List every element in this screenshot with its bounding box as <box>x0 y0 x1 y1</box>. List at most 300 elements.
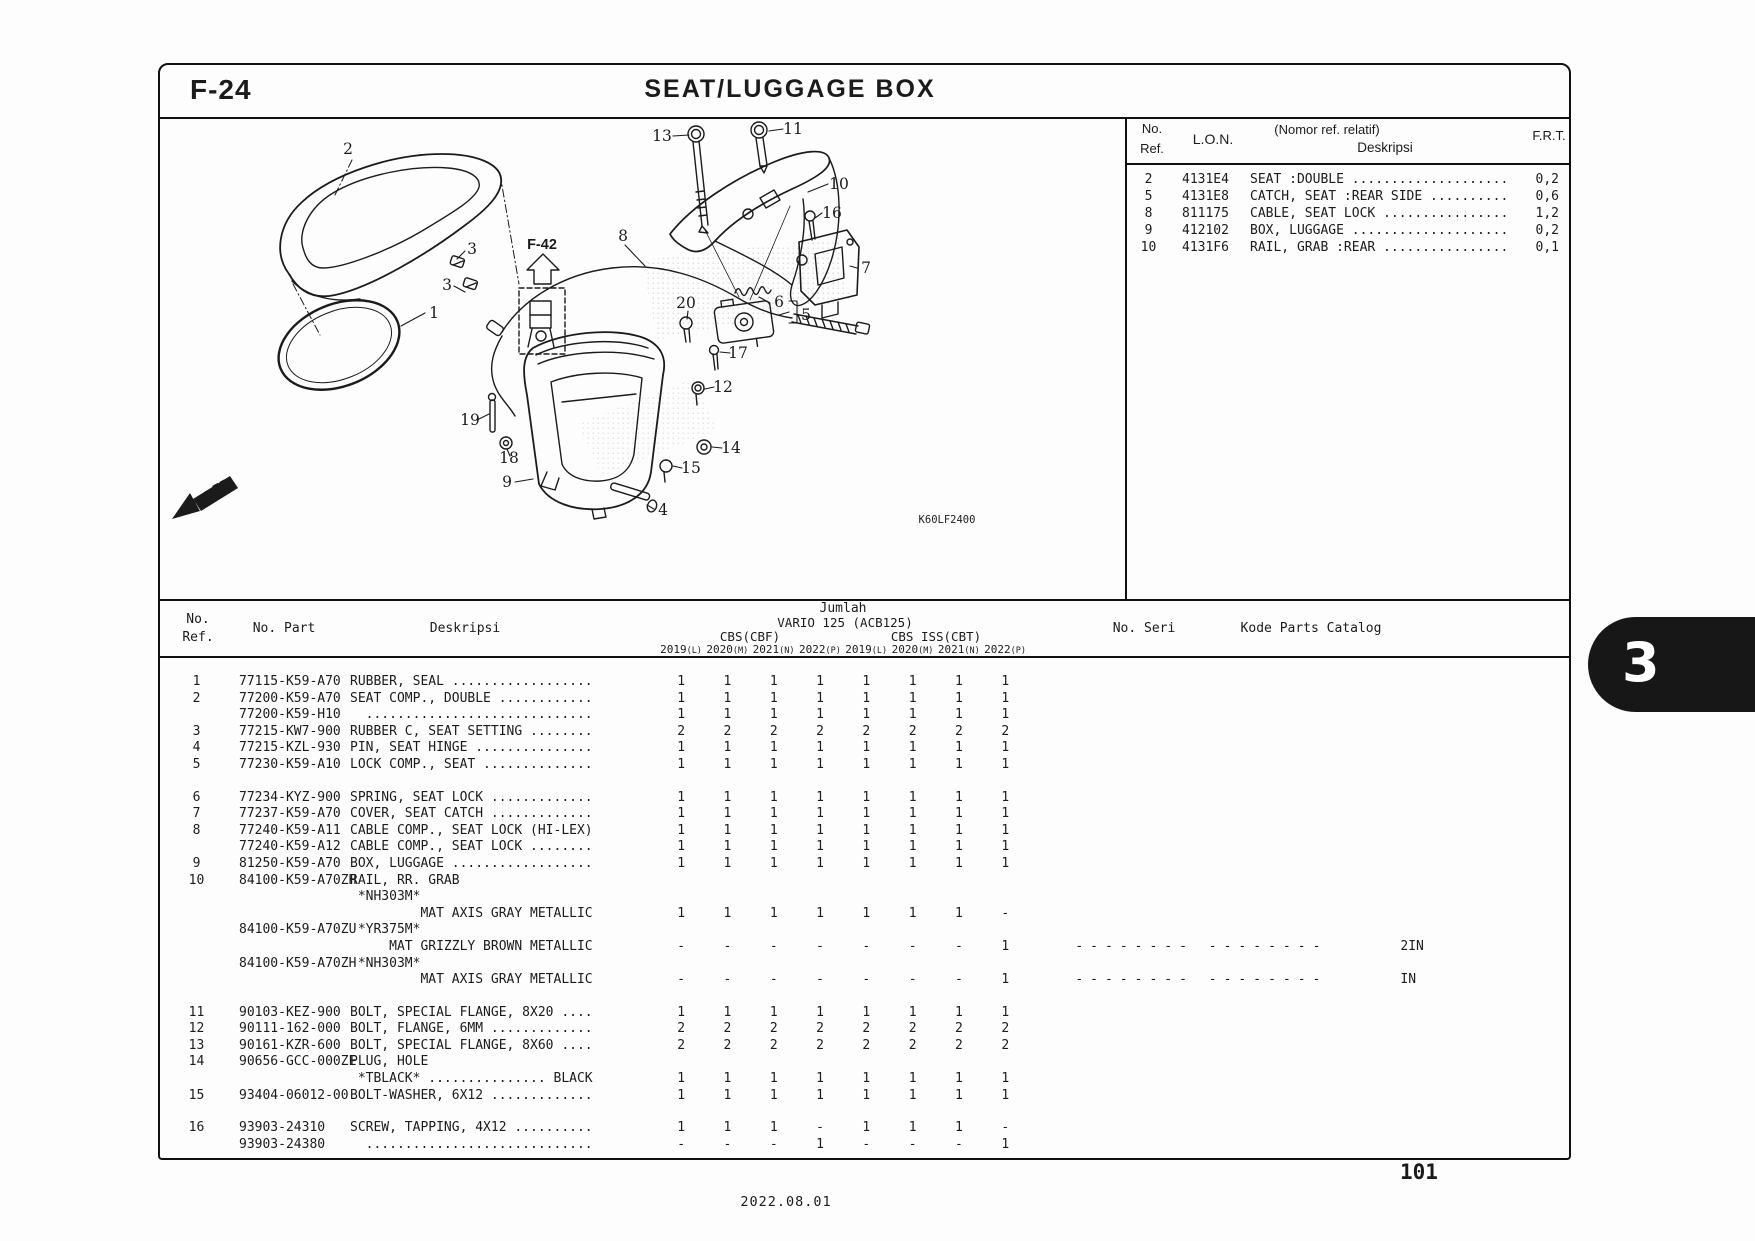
col-no-seri: No. Seri <box>1112 621 1176 636</box>
kode-value <box>1374 1137 1564 1154</box>
qty-value: 1 <box>862 789 871 805</box>
qty-value <box>936 1054 982 1071</box>
part-number: 81250-K59-A70 <box>239 855 341 871</box>
description: PIN, SEAT HINGE ............... <box>350 740 593 756</box>
ref-no <box>168 922 225 939</box>
qty-value <box>889 873 935 890</box>
col-deskripsi: Deskripsi <box>1357 140 1413 155</box>
qty-value: 2 <box>769 1037 778 1053</box>
qty-value <box>936 889 982 906</box>
part-number: 77240-K59-A11 <box>239 822 341 838</box>
kode-value <box>1374 1038 1564 1055</box>
ref-table-row <box>1127 171 1571 188</box>
serial-value <box>1028 806 1374 823</box>
qty-value <box>982 889 1028 906</box>
qty-value: 1 <box>723 740 732 756</box>
qty-value: 1 <box>862 674 871 689</box>
parts-table-row <box>160 1137 1569 1154</box>
qty-value: 1 <box>955 839 963 855</box>
part-number: 77200-K59-A70 <box>239 690 341 706</box>
part-number: 90103-KEZ-900 <box>239 1004 341 1020</box>
qty-value: - <box>908 1136 917 1152</box>
qty-value: 1 <box>677 839 686 855</box>
qty-value: 2 <box>908 1021 917 1037</box>
qty-value: 1 <box>816 806 824 822</box>
qty-value: - <box>1001 905 1010 921</box>
ref-no: 14 <box>188 1054 205 1070</box>
qty-value <box>751 873 797 890</box>
parts-table-row <box>160 873 1569 890</box>
qty-value: 1 <box>769 740 778 756</box>
qty-value: 1 <box>769 839 778 855</box>
qty-value <box>658 889 704 906</box>
part-ref-number: 19 <box>460 411 480 429</box>
serial-value <box>1028 856 1374 873</box>
col-year <box>892 642 934 657</box>
part-ref-number: 2 <box>343 140 353 158</box>
qty-value: 1 <box>677 789 686 805</box>
qty-value: - <box>955 938 963 954</box>
parts-table-row <box>160 906 1569 923</box>
qty-value: 1 <box>908 1120 917 1136</box>
serial-value <box>1028 1054 1374 1071</box>
ref-no <box>168 889 225 906</box>
ref-table-row <box>1127 239 1571 256</box>
part-ref-number: 18 <box>499 449 519 467</box>
ref-no: 1 <box>192 674 201 689</box>
year-value: 2021 <box>752 643 780 656</box>
qty-value: 2 <box>1001 723 1010 739</box>
qty-value: 1 <box>955 674 963 689</box>
part-number: 77215-KW7-900 <box>239 723 341 739</box>
part-number: 77115-K59-A70 <box>239 674 341 689</box>
description: RUBBER, SEAL .................. <box>350 674 593 689</box>
qty-value <box>936 873 982 890</box>
qty-value: 1 <box>677 905 686 921</box>
qty-value: 1 <box>723 1004 732 1020</box>
qty-value: 1 <box>862 756 871 772</box>
year-value: 2020 <box>891 643 919 656</box>
qty-value: 1 <box>908 905 917 921</box>
qty-value: - <box>769 1136 778 1152</box>
qty-value: 1 <box>1001 938 1010 954</box>
part-ref-number: 15 <box>681 459 701 477</box>
parts-table-row <box>160 972 1569 989</box>
qty-value: 1 <box>677 740 686 756</box>
qty-value <box>751 922 797 939</box>
qty-value: - <box>816 938 824 954</box>
parts-table-row <box>160 691 1569 708</box>
qty-value <box>889 956 935 973</box>
qty-value: - <box>723 1136 732 1152</box>
qty-value <box>658 922 704 939</box>
qty-value: 1 <box>862 839 871 855</box>
parts-table-row <box>160 757 1569 774</box>
serial-value <box>1028 1137 1374 1154</box>
qty-value <box>936 956 982 973</box>
qty-value: 1 <box>908 1071 917 1087</box>
qty-value: 1 <box>908 740 917 756</box>
qty-value: 1 <box>816 1071 824 1087</box>
col-ref: Ref. <box>1140 141 1164 156</box>
qty-value: 1 <box>1001 806 1010 822</box>
qty-value: 1 <box>908 707 917 723</box>
lon-code: 811175 <box>1182 206 1229 221</box>
pin-part <box>489 394 496 433</box>
serial-value <box>1028 724 1374 741</box>
bolt-part <box>688 126 708 233</box>
parts-table-row <box>160 1088 1569 1105</box>
description: CABLE COMP., SEAT LOCK (HI-LEX) <box>350 822 593 838</box>
qty-value: 1 <box>816 855 824 871</box>
serial-value <box>1028 1005 1374 1022</box>
qty-value: 1 <box>862 1071 871 1087</box>
qty-value <box>704 873 750 890</box>
kode-value <box>1374 873 1564 890</box>
description: SEAT COMP., DOUBLE ............ <box>350 690 593 706</box>
kode-value <box>1374 889 1564 906</box>
year-code: (P) <box>825 646 841 656</box>
part-ref-number: 1 <box>429 304 439 322</box>
ref-no <box>168 1071 225 1088</box>
col-group-cbs: CBS(CBF) <box>719 629 781 644</box>
year-code: (M) <box>732 646 749 656</box>
ref-no: 10 <box>188 872 205 888</box>
qty-value: 2 <box>1001 1037 1010 1053</box>
kode-value <box>1374 757 1564 774</box>
description: PLUG, HOLE <box>350 1054 429 1070</box>
qty-value <box>751 1054 797 1071</box>
frt-value: 1,2 <box>1535 206 1559 221</box>
part-number <box>225 889 340 906</box>
part-ref-number: 6 <box>774 293 784 311</box>
qty-value: 2 <box>862 723 871 739</box>
qty-value: 1 <box>723 1071 732 1087</box>
parts-table-row <box>160 823 1569 840</box>
qty-value: 1 <box>908 806 917 822</box>
qty-value: 1 <box>1001 740 1010 756</box>
part-number <box>225 906 340 923</box>
ref-table-panel <box>1125 119 1571 599</box>
serial-value: -------- -------- <box>1075 938 1328 954</box>
year-value: 2021 <box>937 643 965 656</box>
qty-value: 1 <box>1001 1004 1010 1020</box>
description: CATCH, SEAT :REAR SIDE .......... <box>1250 189 1509 204</box>
qty-value: 1 <box>816 707 824 723</box>
qty-value: 1 <box>908 1004 917 1020</box>
qty-value <box>704 1054 750 1071</box>
parts-table-row <box>160 674 1569 691</box>
qty-value: 2 <box>677 723 686 739</box>
ref-no: 7 <box>192 806 201 822</box>
qty-value: 1 <box>769 822 778 838</box>
kode-value <box>1374 707 1564 724</box>
description: *YR375M* <box>350 922 421 938</box>
title-bar <box>160 65 1569 119</box>
serial-value <box>1028 823 1374 840</box>
qty-value <box>658 956 704 973</box>
qty-value: 1 <box>723 1120 732 1136</box>
ref-no: 11 <box>188 1004 205 1020</box>
parts-table-row <box>160 889 1569 906</box>
description: BOLT, SPECIAL FLANGE, 8X20 .... <box>350 1004 593 1020</box>
description: BOLT-WASHER, 6X12 ............. <box>350 1087 593 1103</box>
col-year <box>660 642 702 657</box>
qty-value: 1 <box>677 1120 686 1136</box>
col-lon: L.O.N. <box>1192 131 1234 147</box>
construction-lines <box>293 160 519 335</box>
ref-no: 16 <box>188 1120 205 1136</box>
serial-value <box>1028 873 1374 890</box>
serial-value <box>1028 1120 1374 1137</box>
qty-value: 2 <box>955 723 963 739</box>
qty-value: 1 <box>769 1004 778 1020</box>
kode-value <box>1374 906 1564 923</box>
part-ref-number: 13 <box>652 127 672 145</box>
part-number: 84100-K59-A70ZH <box>239 955 357 971</box>
qty-value: 1 <box>908 855 917 871</box>
qty-value: 2 <box>723 1021 732 1037</box>
part-number: 93903-24310 <box>239 1120 326 1136</box>
qty-value: 1 <box>723 756 732 772</box>
qty-value: 1 <box>677 855 686 871</box>
qty-value: 1 <box>816 674 824 689</box>
qty-value: 1 <box>862 1120 871 1136</box>
ref-no: 8 <box>1144 206 1153 221</box>
qty-value: 1 <box>816 822 824 838</box>
description: SCREW, TAPPING, 4X12 .......... <box>350 1120 593 1136</box>
part-number: 90111-162-000 <box>239 1021 341 1037</box>
qty-value: 1 <box>955 905 963 921</box>
ref-no: 3 <box>192 723 201 739</box>
qty-value: 1 <box>862 690 871 706</box>
qty-value <box>843 889 889 906</box>
serial-value <box>1028 790 1374 807</box>
ref-no: 9 <box>1144 223 1153 238</box>
qty-value: 1 <box>769 756 778 772</box>
parts-table-row <box>160 939 1569 956</box>
qty-value: 1 <box>816 690 824 706</box>
kode-value <box>1374 790 1564 807</box>
qty-value: 2 <box>723 1037 732 1053</box>
kode-value <box>1374 1071 1564 1088</box>
qty-value: 2 <box>816 1021 824 1037</box>
qty-value: - <box>816 1120 824 1136</box>
part-number: 77234-KYZ-900 <box>239 789 341 805</box>
qty-value: 1 <box>769 707 778 723</box>
ref-no <box>168 956 225 973</box>
qty-value: 1 <box>723 839 732 855</box>
part-ref-number: 16 <box>822 204 842 222</box>
part-number: 84100-K59-A70ZU <box>239 922 357 938</box>
ref-no <box>168 1137 225 1154</box>
ref-no: 2 <box>192 690 201 706</box>
qty-value: 1 <box>862 905 871 921</box>
kode-value <box>1374 1054 1564 1071</box>
part-ref-number: 14 <box>721 439 741 457</box>
publication-date: 2022.08.01 <box>740 1194 832 1210</box>
qty-value <box>982 873 1028 890</box>
part-ref-number: 3 <box>442 276 452 294</box>
col-jumlah: Jumlah <box>819 601 867 616</box>
qty-value: 1 <box>723 905 732 921</box>
ref-no <box>168 839 225 856</box>
qty-value: 1 <box>677 822 686 838</box>
qty-value: 2 <box>677 1021 686 1037</box>
ref-no: 5 <box>1144 189 1153 204</box>
qty-value <box>982 956 1028 973</box>
col-year <box>799 642 841 657</box>
serial-value <box>1028 839 1374 856</box>
qty-value: 1 <box>1001 855 1010 871</box>
qty-value <box>889 1054 935 1071</box>
kode-value: 2IN <box>1400 938 1424 954</box>
qty-value: 1 <box>677 674 686 689</box>
frt-value: 0,2 <box>1535 172 1559 187</box>
qty-value: 1 <box>1001 707 1010 723</box>
qty-value: 1 <box>769 690 778 706</box>
qty-value: 1 <box>769 806 778 822</box>
qty-value: 1 <box>955 690 963 706</box>
part-ref-number: 4 <box>658 501 668 519</box>
col-year <box>938 642 980 657</box>
qty-value: 1 <box>816 789 824 805</box>
qty-value: 1 <box>677 707 686 723</box>
qty-value: 2 <box>1001 1021 1010 1037</box>
lon-code: 4131F6 <box>1182 240 1229 255</box>
lon-code: 4131E8 <box>1182 189 1229 204</box>
ref-no: 10 <box>1140 240 1157 255</box>
qty-value: 1 <box>677 690 686 706</box>
qty-value: 1 <box>955 822 963 838</box>
year-code: (L) <box>686 646 702 656</box>
qty-value: 1 <box>769 789 778 805</box>
kode-value <box>1374 740 1564 757</box>
figure-code: F-24 <box>190 74 252 105</box>
qty-value <box>797 956 843 973</box>
qty-value: 1 <box>769 905 778 921</box>
qty-value: 1 <box>908 839 917 855</box>
qty-value: - <box>955 1136 963 1152</box>
qty-value: 1 <box>1001 972 1010 988</box>
qty-value: - <box>723 972 732 988</box>
qty-value <box>982 1054 1028 1071</box>
ref-table-row <box>1127 222 1571 239</box>
description: ............................. <box>350 707 593 723</box>
description: BOLT, SPECIAL FLANGE, 8X60 .... <box>350 1037 593 1053</box>
qty-value <box>889 922 935 939</box>
col-kode: Kode Parts Catalog <box>1240 621 1382 636</box>
qty-value: - <box>908 972 917 988</box>
part-number: 77215-KZL-930 <box>239 740 341 756</box>
qty-value: 1 <box>769 1087 778 1103</box>
qty-value: - <box>769 938 778 954</box>
year-code: (P) <box>1010 646 1027 656</box>
qty-value: 1 <box>908 789 917 805</box>
exploded-diagram <box>160 119 1125 599</box>
qty-value: 1 <box>1001 839 1010 855</box>
qty-value: 1 <box>862 855 871 871</box>
qty-value: 1 <box>677 1087 686 1103</box>
qty-value: - <box>1001 1120 1010 1136</box>
qty-value: 2 <box>769 1021 778 1037</box>
qty-value: 1 <box>769 674 778 689</box>
qty-value: 1 <box>1001 690 1010 706</box>
ref-no: 2 <box>1144 172 1153 187</box>
year-value: 2019 <box>845 643 872 656</box>
qty-value <box>797 873 843 890</box>
part-ref-number: 12 <box>713 378 733 396</box>
parts-table-row <box>160 1038 1569 1055</box>
f42-reference-label: F-42 <box>527 237 557 253</box>
qty-value: 1 <box>862 822 871 838</box>
ref-no: 12 <box>188 1021 205 1037</box>
qty-value: 1 <box>955 1120 963 1136</box>
serial-value <box>1028 757 1374 774</box>
chapter-number: 3 <box>1622 630 1660 694</box>
part-ref-number: 11 <box>783 120 803 138</box>
qty-value: 1 <box>908 674 917 689</box>
kode-value <box>1374 956 1564 973</box>
qty-value <box>658 1054 704 1071</box>
qty-value: 1 <box>1001 1071 1010 1087</box>
ref-no <box>168 939 225 956</box>
qty-value: 2 <box>862 1037 871 1053</box>
qty-value: 1 <box>677 1071 686 1087</box>
parts-table-row <box>160 922 1569 939</box>
frt-value: 0,6 <box>1535 189 1559 204</box>
part-ref-number: 5 <box>801 306 811 324</box>
part-ref-number: 7 <box>861 259 871 277</box>
col-year <box>984 642 1026 657</box>
qty-value: 1 <box>955 789 963 805</box>
serial-value: -------- -------- <box>1075 972 1328 988</box>
qty-value: 1 <box>1001 756 1010 772</box>
part-number <box>225 1071 340 1088</box>
qty-value: - <box>955 972 963 988</box>
kode-value <box>1374 1005 1564 1022</box>
qty-value: 2 <box>955 1021 963 1037</box>
qty-value <box>843 873 889 890</box>
qty-value: 2 <box>677 1037 686 1053</box>
description: SEAT :DOUBLE .................... <box>1250 172 1509 187</box>
part-number: 90161-KZR-600 <box>239 1037 341 1053</box>
description: RUBBER C, SEAT SETTING ........ <box>350 723 593 739</box>
parts-table-row <box>160 1021 1569 1038</box>
col-model: VARIO 125 (ACB125) <box>777 615 913 630</box>
qty-value <box>797 1054 843 1071</box>
kode-value <box>1374 1088 1564 1105</box>
qty-value: 1 <box>1001 822 1010 838</box>
description: *NH303M* <box>350 889 421 905</box>
description: BOLT, FLANGE, 6MM ............. <box>350 1021 593 1037</box>
qty-value: 1 <box>769 1071 778 1087</box>
parts-table-row <box>160 707 1569 724</box>
qty-value: 1 <box>723 674 732 689</box>
qty-value: 1 <box>816 740 824 756</box>
description: MAT AXIS GRAY METALLIC <box>350 905 593 921</box>
serial-value <box>1028 674 1374 691</box>
qty-value: 1 <box>677 756 686 772</box>
qty-value: 1 <box>816 1087 824 1103</box>
kode-value <box>1374 922 1564 939</box>
serial-value <box>1028 956 1374 973</box>
description: SPRING, SEAT LOCK ............. <box>350 789 593 805</box>
qty-value <box>843 956 889 973</box>
part-number: 90656-GCC-000ZE <box>239 1054 357 1070</box>
qty-value: 2 <box>862 1021 871 1037</box>
qty-value: 1 <box>769 855 778 871</box>
